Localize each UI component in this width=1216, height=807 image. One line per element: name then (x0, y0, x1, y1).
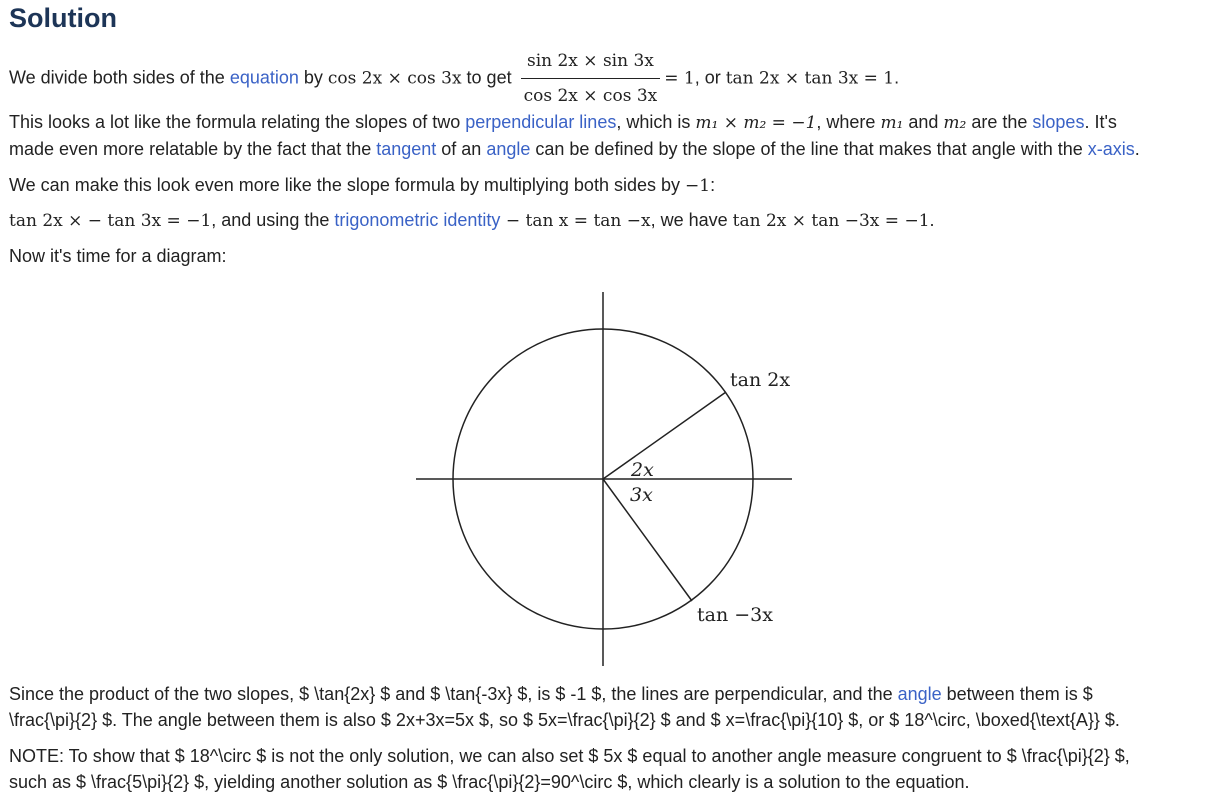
text: between them is $ (941, 684, 1093, 704)
text: Since the product of the two slopes, $ \tan{2x} $ and $ \tan{-3x} $, is $ -1 $, the lines are perpendicular, and the (9, 684, 898, 704)
diagram-svg (400, 286, 810, 671)
text: . (1134, 139, 1140, 159)
link-angle[interactable]: angle (897, 684, 942, 704)
text: We divide both sides of the (9, 67, 230, 88)
text: and (903, 112, 944, 132)
paragraph-diagram-intro: Now it's time for a diagram: (9, 246, 227, 266)
fraction-denominator: cos 2x × cos 3x (521, 78, 661, 109)
paragraph-identity (9, 207, 1204, 234)
text: made even more relatable by the fact that the (9, 139, 377, 159)
link-equation[interactable]: equation (229, 67, 299, 88)
math-neg-one: −1 (685, 176, 711, 196)
link-slopes[interactable]: slopes (1032, 112, 1085, 132)
text: : (710, 175, 716, 195)
math-tan-product: tan 2x × tan 3x = 1 (725, 68, 895, 89)
text: , which is (616, 112, 696, 132)
text: are the (966, 112, 1033, 132)
text: by (298, 67, 328, 88)
text: can be defined by the slope of the line that makes that angle with the (530, 139, 1088, 159)
link-angle[interactable]: angle (486, 139, 531, 159)
paragraph-conclusion (9, 681, 1204, 733)
text: , we have (650, 210, 733, 230)
text: . (929, 210, 935, 230)
unit-circle-diagram (400, 286, 810, 676)
paragraph-multiply (9, 172, 1204, 199)
tan-2x-ray (603, 392, 726, 479)
paragraph-note (9, 743, 1204, 795)
math-tan-neg-product: tan 2x × − tan 3x = −1 (9, 211, 212, 231)
math-m1: m₁ (880, 113, 904, 133)
text: We can make this look even more like the slope formula by multiplying both sides by (9, 175, 685, 195)
text: . (894, 67, 900, 88)
text: , and using the (211, 210, 335, 230)
math-equals-one: = 1 (664, 68, 695, 89)
text: . It's (1084, 112, 1117, 132)
math-fraction (521, 48, 661, 109)
paragraph-perpendicular (9, 109, 1204, 162)
text: , or (694, 67, 726, 88)
link-perpendicular-lines[interactable]: perpendicular lines (465, 112, 617, 132)
text: such as $ \frac{5\pi}{2} $, yielding another solution as $ \frac{\pi}{2}=90^\circ $, which clearly is a solution to the equation. (9, 772, 970, 792)
link-tangent[interactable]: tangent (376, 139, 437, 159)
text: This looks a lot like the formula relating the slopes of two (9, 112, 466, 132)
label-2x: 2x (631, 459, 654, 481)
math-result: tan 2x × tan −3x = −1 (732, 211, 930, 231)
label-tan-neg-3x: tan −3x (697, 604, 773, 626)
text: , where (816, 112, 881, 132)
math-identity: − tan x = tan −x (500, 211, 651, 231)
text: \frac{\pi}{2} $. The angle between them is also $ 2x+3x=5x $, so $ 5x=\frac{\pi}{2} $ and $ x=\frac{\pi}{10} $, or $ 18^\circ, \boxed{\text{A}} $. (9, 710, 1120, 730)
label-tan-2x: tan 2x (730, 369, 791, 391)
fraction-numerator: sin 2x × sin 3x (526, 51, 654, 71)
paragraph-divide (9, 48, 1204, 109)
page-title: Solution (9, 3, 117, 33)
text: NOTE: To show that $ 18^\circ $ is not the only solution, we can also set $ 5x $ equal to another angle measure congruent to $ \frac{\pi}{2} $, (9, 746, 1130, 766)
link-x-axis[interactable]: x-axis (1087, 139, 1135, 159)
link-trigonometric-identity[interactable]: trigonometric identity (334, 210, 501, 230)
math-cos-product: cos 2x × cos 3x (327, 68, 462, 89)
label-3x: 3x (630, 484, 653, 506)
math-slope-product: m₁ × m₂ = −1 (695, 113, 817, 133)
text: of an (436, 139, 487, 159)
math-m2: m₂ (943, 113, 967, 133)
text: to get (461, 67, 517, 88)
